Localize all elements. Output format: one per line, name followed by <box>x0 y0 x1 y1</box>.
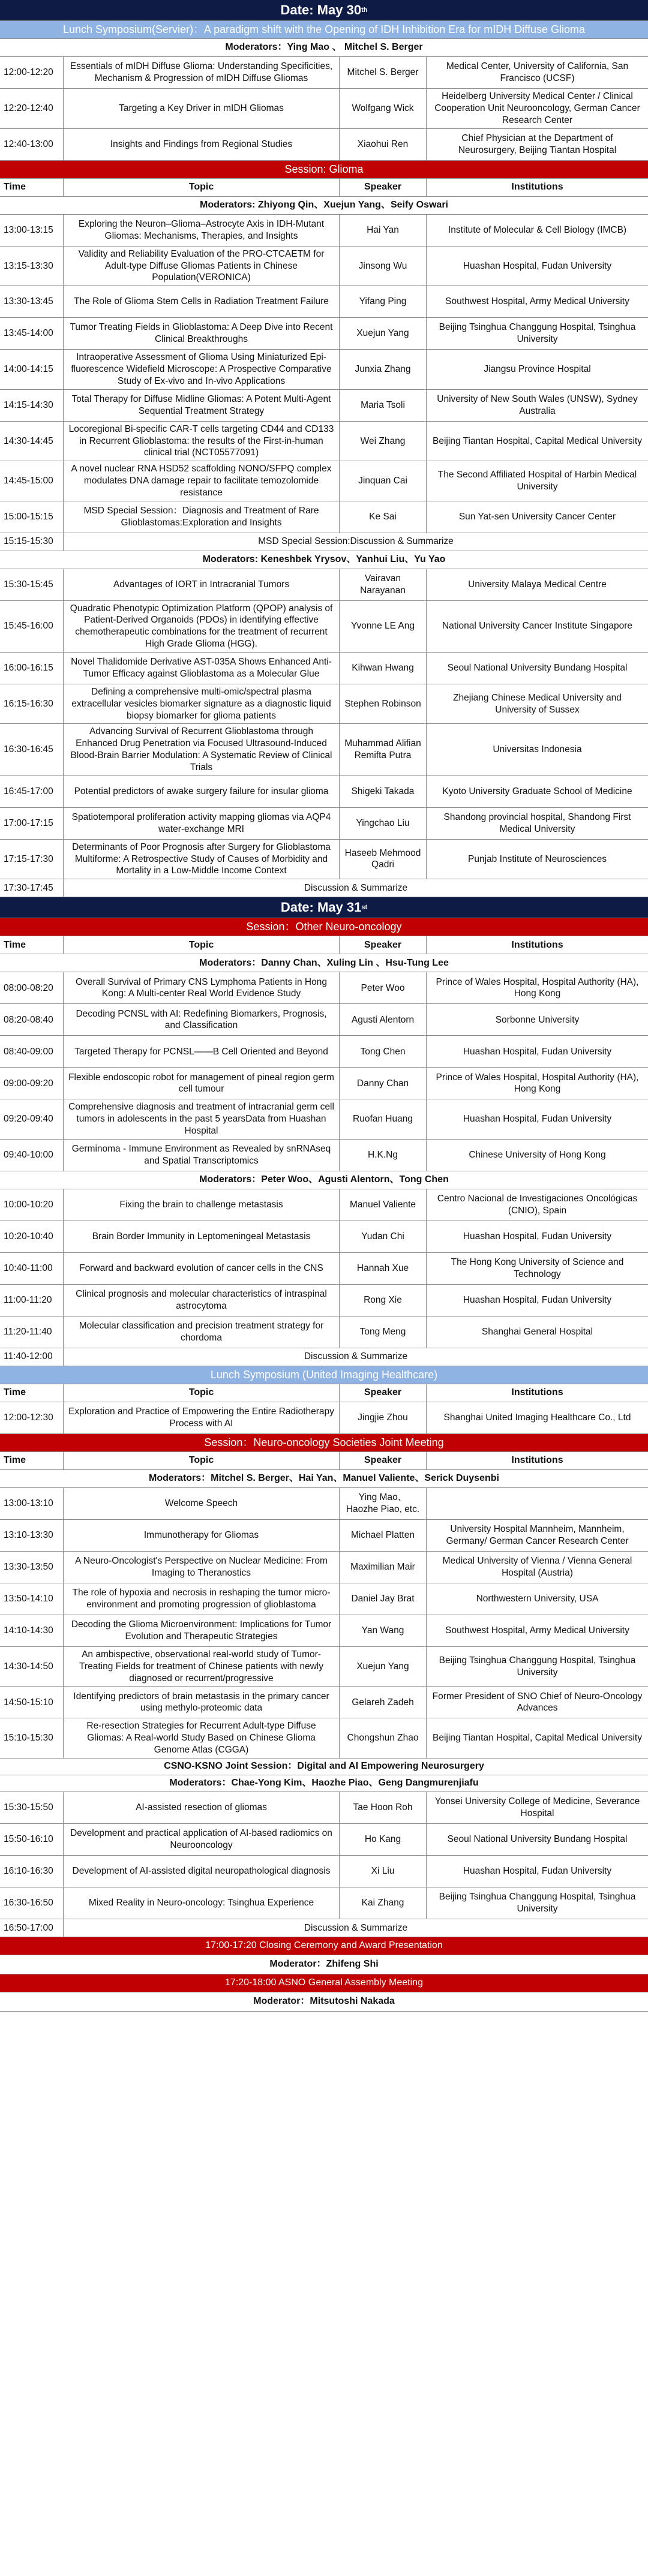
talk-time: 09:20-09:40 <box>4 1114 53 1125</box>
table-row <box>0 776 648 808</box>
moderators-row <box>0 39 648 57</box>
talk-institution: Universitas Indonesia <box>426 724 648 775</box>
talk-topic: Advantages of IORT in Intracranial Tumors <box>63 569 339 600</box>
talk-speaker: Manuel Valiente <box>339 1189 426 1221</box>
talk-topic: A novel nuclear RNA HSD52 scaffolding NONO/SFPQ complex modulates DNA damage repair to facilitate temozolomide resistance <box>63 461 339 500</box>
talk-institution: Huashan Hospital, Fudan University <box>426 247 648 285</box>
talk-institution: Beijing Tiantan Hospital, Capital Medical University <box>426 422 648 461</box>
talk-speaker: Haseeb Mehmood Qadri <box>339 840 426 879</box>
talk-time: 14:15-14:30 <box>4 399 53 410</box>
talk-topic: Overall Survival of Primary CNS Lymphoma Patients in Hong Kong: A Multi-center Real World Evidence Study <box>63 972 339 1003</box>
talk-topic: Development and practical application of AI-based radiomics on Neurooncology <box>63 1824 339 1855</box>
header-time: Time <box>4 939 26 950</box>
moderators: Moderators: Keneshbek Yrysov、Yanhui Liu、Yu Yao <box>202 554 446 564</box>
date-title <box>0 897 648 918</box>
talk-institution: Southwest Hospital, Army Medical University <box>426 1615 648 1646</box>
moderators: Moderators：Chae-Yong Kim、Haozhe Piao、Geng Dangmurenjiafu <box>169 1778 479 1789</box>
talk-institution: Former President of SNO Chief of Neuro-Oncology Advances <box>426 1687 648 1718</box>
talk-time: 16:10-16:30 <box>4 1866 53 1877</box>
column-header-row <box>0 1452 648 1470</box>
table-row <box>0 1189 648 1221</box>
table-row <box>0 1687 648 1718</box>
talk-topic: Development of AI-assisted digital neuropathological diagnosis <box>63 1856 339 1887</box>
discussion-row <box>0 879 648 897</box>
talk-time: 13:50-14:10 <box>4 1594 53 1604</box>
talk-topic: Determinants of Poor Prognosis after Surgery for Glioblastoma Multiforme: A Retrospective Study of Causes of Morbidity and Mortality in a Low-Middle Income Context <box>63 840 339 879</box>
talk-speaker: Maximilian Mair <box>339 1552 426 1583</box>
discussion-row <box>0 1919 648 1937</box>
table-row <box>0 1583 648 1615</box>
talk-speaker: Wolfgang Wick <box>339 89 426 128</box>
talk-institution: University Malaya Medical Centre <box>426 569 648 600</box>
talk-institution: Zhejiang Chinese Medical University and University of Sussex <box>426 684 648 723</box>
talk-speaker: Xiaohui Ren <box>339 129 426 160</box>
talk-speaker: Muhammad Alifian Remifta Putra <box>339 724 426 775</box>
talk-time: 14:50-15:10 <box>4 1697 53 1708</box>
table-row <box>0 1856 648 1887</box>
discussion-time: 16:50-17:00 <box>4 1922 53 1933</box>
talk-topic: Essentials of mIDH Diffuse Glioma: Understanding Specificities, Mechanism & Progression of mIDH Diffuse Gliomas <box>63 57 339 88</box>
talk-time: 15:45-16:00 <box>4 621 53 632</box>
session-title-bar <box>0 918 648 936</box>
table-row <box>0 684 648 724</box>
talk-speaker: Ke Sai <box>339 501 426 533</box>
discussion-label: Discussion & Summarize <box>63 1348 648 1366</box>
talk-speaker: Hannah Xue <box>339 1253 426 1284</box>
talk-speaker: Ying Mao、Haozhe Piao, etc. <box>339 1488 426 1519</box>
talk-topic: Locoregional Bi-specific CAR-T cells targeting CD44 and CD133 in Recurrent Glioblastoma: the results of the First-in-human clinical trial (NCT05577091) <box>63 422 339 461</box>
talk-time: 16:30-16:50 <box>4 1898 53 1908</box>
discussion-time: 15:15-15:30 <box>4 536 53 547</box>
table-row <box>0 247 648 286</box>
date-bar <box>0 897 648 918</box>
talk-institution: Institute of Molecular & Cell Biology (IMCB) <box>426 215 648 246</box>
table-row <box>0 1647 648 1687</box>
talk-speaker: Danny Chan <box>339 1068 426 1099</box>
table-row <box>0 808 648 840</box>
talk-institution: Huashan Hospital, Fudan University <box>426 1285 648 1316</box>
talk-topic: Validity and Reliability Evaluation of the PRO-CTCAETM for Adult-type Diffuse Gliomas Patients in Chinese Population(VERONICA) <box>63 247 339 285</box>
talk-speaker: Xuejun Yang <box>339 318 426 349</box>
header-time: Time <box>4 1455 26 1466</box>
talk-time: 10:20-10:40 <box>4 1231 53 1242</box>
talk-speaker: Junxia Zhang <box>339 350 426 389</box>
table-row <box>0 1615 648 1647</box>
header-time: Time <box>4 1387 26 1398</box>
talk-topic: Potential predictors of awake surgery failure for insular glioma <box>63 776 339 807</box>
talk-institution: Medical University of Vienna / Vienna General Hospital (Austria) <box>426 1552 648 1583</box>
table-row <box>0 215 648 247</box>
moderators: Moderators：Mitchel S. Berger、Hai Yan、Manuel Valiente、Serick Duysenbi <box>149 1473 499 1484</box>
table-row <box>0 1520 648 1552</box>
talk-time: 17:00-17:15 <box>4 817 53 828</box>
session-title: Session：Other Neuro-oncology <box>0 918 648 936</box>
table-row <box>0 1718 648 1758</box>
closing-moderator: Moderator：Mitsutoshi Nakada <box>253 1996 395 2007</box>
talk-time: 16:30-16:45 <box>4 744 53 755</box>
talk-time: 08:40-09:00 <box>4 1046 53 1057</box>
table-row <box>0 840 648 879</box>
talk-speaker: Jinquan Cai <box>339 461 426 500</box>
talk-speaker: Xuejun Yang <box>339 1647 426 1686</box>
talk-time: 12:20-12:40 <box>4 103 53 114</box>
talk-topic: Intraoperative Assessment of Glioma Using Miniaturized Epi-fluorescence Widefield Microscope: A Prospective Comparative Study of Ex-vivo and In-vivo Applications <box>63 350 339 389</box>
talk-time: 13:30-13:50 <box>4 1562 53 1573</box>
talk-topic: Forward and backward evolution of cancer cells in the CNS <box>63 1253 339 1284</box>
talk-time: 11:20-11:40 <box>4 1326 52 1337</box>
header-topic: Topic <box>63 1452 339 1469</box>
moderators: CSNO-KSNO Joint Session：Digital and AI Empowering Neurosurgery <box>164 1761 484 1772</box>
header-speaker: Speaker <box>339 1384 426 1402</box>
talk-time: 10:00-10:20 <box>4 1199 53 1210</box>
talk-topic: The Role of Glioma Stem Cells in Radiation Treatment Failure <box>63 286 339 317</box>
table-row <box>0 601 648 653</box>
talk-speaker: Yudan Chi <box>339 1221 426 1252</box>
date-bar <box>0 0 648 21</box>
talk-speaker: Ruofan Huang <box>339 1099 426 1138</box>
date-title <box>0 0 648 20</box>
talk-speaker: Ho Kang <box>339 1824 426 1855</box>
talk-time: 16:45-17:00 <box>4 786 53 796</box>
talk-institution: Southwest Hospital, Army Medical University <box>426 286 648 317</box>
date-suffix: th <box>361 7 368 14</box>
header-time: Time <box>4 181 26 192</box>
table-row <box>0 129 648 161</box>
session-title: Session: Glioma <box>0 161 648 178</box>
talk-speaker: Rong Xie <box>339 1285 426 1316</box>
talk-topic: Exploration and Practice of Empowering the Entire Radiotherapy Process with AI <box>63 1402 339 1433</box>
talk-time: 14:00-14:15 <box>4 364 53 375</box>
table-row <box>0 569 648 601</box>
column-header-row <box>0 1384 648 1402</box>
talk-topic: Defining a comprehensive multi-omic/spectral plasma extracellular vesicles biomarker signature as a diagnostic liquid biopsy biomarker for glioma patients <box>63 684 339 723</box>
talk-topic: Molecular classification and precision treatment strategy for chordoma <box>63 1316 339 1348</box>
talk-speaker: Vairavan Narayanan <box>339 569 426 600</box>
talk-time: 09:40-10:00 <box>4 1149 53 1160</box>
talk-institution: Prince of Wales Hospital, Hospital Authority (HA), Hong Kong <box>426 1068 648 1099</box>
date-text: Date: May 30 <box>280 2 362 17</box>
talk-topic: Mixed Reality in Neuro-oncology: Tsinghua Experience <box>63 1887 339 1919</box>
moderators-row <box>0 1775 648 1792</box>
talk-institution: Heidelberg University Medical Center / Clinical Cooperation Unit Neurooncology, German Cancer Research Center <box>426 89 648 128</box>
table-row <box>0 286 648 318</box>
talk-time: 13:15-13:30 <box>4 260 53 271</box>
talk-topic: Flexible endoscopic robot for management of pineal region germ cell tumour <box>63 1068 339 1099</box>
talk-speaker: Wei Zhang <box>339 422 426 461</box>
talk-institution: Huashan Hospital, Fudan University <box>426 1221 648 1252</box>
date-text: Date: May 31 <box>280 900 362 915</box>
talk-topic: Comprehensive diagnosis and treatment of intracranial germ cell tumors in adolescents in the past 5 yearsData from Huashan Hospital <box>63 1099 339 1138</box>
talk-time: 16:00-16:15 <box>4 663 53 674</box>
talk-institution: Shanghai United Imaging Healthcare Co., Ltd <box>426 1402 648 1433</box>
talk-time: 12:00-12:30 <box>4 1412 53 1423</box>
talk-speaker: Chongshun Zhao <box>339 1718 426 1757</box>
moderators: Moderators：Peter Woo、Agusti Alentorn、Tong Chen <box>199 1174 449 1185</box>
talk-institution: Seoul National University Bundang Hospital <box>426 653 648 684</box>
talk-institution: Huashan Hospital, Fudan University <box>426 1099 648 1138</box>
talk-speaker: Jinsong Wu <box>339 247 426 285</box>
talk-speaker: Tong Meng <box>339 1316 426 1348</box>
talk-time: 17:15-17:30 <box>4 853 53 864</box>
talk-speaker: Jingjie Zhou <box>339 1402 426 1433</box>
talk-speaker: Peter Woo <box>339 972 426 1003</box>
table-row <box>0 1887 648 1919</box>
talk-time: 13:00-13:10 <box>4 1498 53 1509</box>
table-row <box>0 1004 648 1036</box>
talk-institution: Sun Yat-sen University Cancer Center <box>426 501 648 533</box>
talk-topic: Insights and Findings from Regional Studies <box>63 129 339 160</box>
talk-institution: Beijing Tsinghua Changgung Hospital, Tsinghua University <box>426 1887 648 1919</box>
discussion-time: 11:40-12:00 <box>4 1351 53 1362</box>
talk-institution: Shandong provincial hospital, Shandong First Medical University <box>426 808 648 839</box>
talk-time: 16:15-16:30 <box>4 698 53 709</box>
talk-institution: Beijing Tsinghua Changgung Hospital, Tsinghua University <box>426 1647 648 1686</box>
talk-topic: Tumor Treating Fields in Glioblastoma: A Deep Dive into Recent Clinical Breakthroughs <box>63 318 339 349</box>
closing-moderator: Moderator：Zhifeng Shi <box>269 1959 379 1970</box>
closing-moderator-row <box>0 1955 648 1974</box>
session-title-bar <box>0 161 648 179</box>
talk-topic: Novel Thalidomide Derivative AST-035A Shows Enhanced Anti-Tumor Efficacy against Glioblastoma as a Molecular Glue <box>63 653 339 684</box>
talk-time: 15:30-15:45 <box>4 579 53 590</box>
talk-institution: Medical Center, University of California, San Francisco (UCSF) <box>426 57 648 88</box>
talk-topic: A Neuro-Oncologist's Perspective on Nuclear Medicine: From Imaging to Theranostics <box>63 1552 339 1583</box>
talk-institution: Huashan Hospital, Fudan University <box>426 1036 648 1067</box>
talk-time: 09:00-09:20 <box>4 1078 53 1089</box>
header-institutions: Institutions <box>426 936 648 954</box>
closing-title: 17:00-17:20 Closing Ceremony and Award Presentation <box>0 1937 648 1955</box>
table-row <box>0 318 648 350</box>
table-row <box>0 1221 648 1253</box>
talk-speaker: Yan Wang <box>339 1615 426 1646</box>
header-institutions: Institutions <box>426 1384 648 1402</box>
talk-institution: Jiangsu Province Hospital <box>426 350 648 389</box>
table-row <box>0 422 648 461</box>
talk-institution: National University Cancer Institute Singapore <box>426 601 648 652</box>
talk-speaker: Agusti Alentorn <box>339 1004 426 1035</box>
talk-institution: Huashan Hospital, Fudan University <box>426 1856 648 1887</box>
talk-time: 08:00-08:20 <box>4 982 53 993</box>
table-row <box>0 350 648 389</box>
talk-time: 15:50-16:10 <box>4 1834 53 1845</box>
table-row <box>0 972 648 1004</box>
talk-institution <box>426 1488 648 1519</box>
talk-time: 14:30-14:45 <box>4 435 53 446</box>
talk-speaker: Yifang Ping <box>339 286 426 317</box>
talk-topic: Advancing Survival of Recurrent Glioblastoma through Enhanced Drug Penetration via Focused Ultrasound-Induced Blood-Brain Barrier Modulation: A Systematic Review of Clinical Trials <box>63 724 339 775</box>
talk-topic: Germinoma - Immune Environment as Revealed by snRNAseq and Spatial Transcriptomics <box>63 1140 339 1171</box>
talk-institution: Kyoto University Graduate School of Medicine <box>426 776 648 807</box>
table-row <box>0 1285 648 1316</box>
table-row <box>0 653 648 684</box>
talk-speaker: Kai Zhang <box>339 1887 426 1919</box>
table-row <box>0 1253 648 1285</box>
moderators: Moderators：Danny Chan、Xuling Lin 、Hsu-Tung Lee <box>199 957 449 968</box>
talk-topic: Quadratic Phenotypic Optimization Platform (QPOP) analysis of Patient-Derived Organoids (PDOs) in identifying effective chemotherapeutic combinations for the treatment of recurrent High Grade Glioma (HGG). <box>63 601 339 652</box>
header-speaker: Speaker <box>339 1452 426 1469</box>
talk-time: 13:30-13:45 <box>4 296 53 307</box>
talk-institution: Beijing Tiantan Hospital, Capital Medical University <box>426 1718 648 1757</box>
talk-time: 13:10-13:30 <box>4 1530 53 1541</box>
talk-topic: Spatiotemporal proliferation activity mapping gliomas via AQP4 water-exchange MRI <box>63 808 339 839</box>
talk-institution: Chinese University of Hong Kong <box>426 1140 648 1171</box>
talk-topic: Re-resection Strategies for Recurrent Adult-type Diffuse Gliomas: A Real-world Study Based on Chinese Glioma Genome Atlas (CGGA) <box>63 1718 339 1757</box>
discussion-label: MSD Special Session:Discussion & Summarize <box>63 533 648 551</box>
talk-speaker: Mitchel S. Berger <box>339 57 426 88</box>
talk-institution: Sorbonne University <box>426 1004 648 1035</box>
talk-time: 15:10-15:30 <box>4 1733 53 1744</box>
talk-institution: The Second Affiliated Hospital of Harbin Medical University <box>426 461 648 500</box>
discussion-time: 17:30-17:45 <box>4 882 53 893</box>
talk-topic: Clinical prognosis and molecular characteristics of intraspinal astrocytoma <box>63 1285 339 1316</box>
table-row <box>0 501 648 533</box>
talk-time: 11:00-11:20 <box>4 1294 52 1305</box>
table-row <box>0 89 648 128</box>
talk-topic: An ambispective, observational real-world study of Tumor-Treating Fields for treatment of Chinese patients with newly diagnosed or recurrent/progressive <box>63 1647 339 1686</box>
talk-institution: Northwestern University, USA <box>426 1583 648 1615</box>
session-title-bar <box>0 1434 648 1452</box>
session-title: Lunch Symposium (United Imaging Healthcare) <box>0 1366 648 1384</box>
table-row <box>0 1552 648 1583</box>
talk-topic: Targeting a Key Driver in mIDH Gliomas <box>63 89 339 128</box>
header-speaker: Speaker <box>339 936 426 954</box>
discussion-label: Discussion & Summarize <box>63 1919 648 1937</box>
header-topic: Topic <box>63 1384 339 1402</box>
talk-speaker: H.K.Ng <box>339 1140 426 1171</box>
talk-institution: Punjab Institute of Neurosciences <box>426 840 648 879</box>
table-row <box>0 1036 648 1068</box>
session-title: Session：Neuro-oncology Societies Joint Meeting <box>0 1434 648 1451</box>
header-topic: Topic <box>63 179 339 196</box>
talk-topic: Welcome Speech <box>63 1488 339 1519</box>
talk-time: 15:30-15:50 <box>4 1802 53 1813</box>
table-row <box>0 1402 648 1434</box>
talk-speaker: Yingchao Liu <box>339 808 426 839</box>
talk-institution: Shanghai General Hospital <box>426 1316 648 1348</box>
table-row <box>0 57 648 89</box>
moderators-row <box>0 551 648 569</box>
talk-speaker: Shigeki Takada <box>339 776 426 807</box>
closing-moderator-row <box>0 1992 648 2012</box>
discussion-label: Discussion & Summarize <box>63 879 648 897</box>
talk-speaker: Tong Chen <box>339 1036 426 1067</box>
talk-institution: Chief Physician at the Department of Neurosurgery, Beijing Tiantan Hospital <box>426 129 648 160</box>
talk-speaker: Yvonne LE Ang <box>339 601 426 652</box>
moderators-row <box>0 197 648 215</box>
table-row <box>0 1488 648 1520</box>
table-row <box>0 1824 648 1856</box>
session-title-bar <box>0 1366 648 1384</box>
session-title: Lunch Symposium(Servier)：A paradigm shift with the Opening of IDH Inhibition Era for mIDH Diffuse Glioma <box>0 21 648 38</box>
closing-title-bar <box>0 1974 648 1992</box>
talk-topic: AI-assisted resection of gliomas <box>63 1792 339 1823</box>
header-institutions: Institutions <box>426 1452 648 1469</box>
talk-time: 14:45-15:00 <box>4 475 53 486</box>
talk-speaker: Gelareh Zadeh <box>339 1687 426 1718</box>
talk-speaker: Kihwan Hwang <box>339 653 426 684</box>
table-row <box>0 724 648 775</box>
moderators-row <box>0 1759 648 1775</box>
talk-time: 14:10-14:30 <box>4 1625 53 1636</box>
session-title-bar <box>0 21 648 39</box>
talk-time: 13:45-14:00 <box>4 328 53 339</box>
talk-time: 10:40-11:00 <box>4 1263 53 1273</box>
talk-institution: Yonsei University College of Medicine, Severance Hospital <box>426 1792 648 1823</box>
talk-topic: MSD Special Session：Diagnosis and Treatment of Rare Glioblastomas:Exploration and Insights <box>63 501 339 533</box>
column-header-row <box>0 179 648 197</box>
header-institutions: Institutions <box>426 179 648 196</box>
talk-speaker: Maria Tsoli <box>339 390 426 421</box>
talk-time: 08:20-08:40 <box>4 1014 53 1025</box>
talk-speaker: Xi Liu <box>339 1856 426 1887</box>
closing-title-bar <box>0 1937 648 1955</box>
talk-time: 14:30-14:50 <box>4 1661 53 1672</box>
talk-speaker: Stephen Robinson <box>339 684 426 723</box>
talk-topic: Brain Border Immunity in Leptomeningeal Metastasis <box>63 1221 339 1252</box>
talk-time: 13:00-13:15 <box>4 224 53 235</box>
talk-topic: Identifying predictors of brain metastasis in the primary cancer using methylo-proteomic data <box>63 1687 339 1718</box>
talk-institution: University of New South Wales (UNSW), Sydney Australia <box>426 390 648 421</box>
talk-topic: Total Therapy for Diffuse Midline Gliomas: A Potent Multi-Agent Sequential Treatment Strategy <box>63 390 339 421</box>
talk-speaker: Michael Platten <box>339 1520 426 1551</box>
table-row <box>0 1140 648 1171</box>
talk-institution: University Hospital Mannheim, Mannheim, Germany/ German Cancer Research Center <box>426 1520 648 1551</box>
talk-speaker: Daniel Jay Brat <box>339 1583 426 1615</box>
discussion-row <box>0 1348 648 1366</box>
talk-time: 12:00-12:20 <box>4 67 53 78</box>
talk-topic: Fixing the brain to challenge metastasis <box>63 1189 339 1221</box>
column-header-row <box>0 936 648 954</box>
header-speaker: Speaker <box>339 179 426 196</box>
moderators: Moderators：Ying Mao 、 Mitchel S. Berger <box>225 42 423 53</box>
table-row <box>0 390 648 422</box>
moderators: Moderators: Zhiyong Qin、Xuejun Yang、Seify Oswari <box>200 199 448 210</box>
talk-time: 15:00-15:15 <box>4 511 53 522</box>
talk-speaker: Tae Hoon Roh <box>339 1792 426 1823</box>
talk-institution: Beijing Tsinghua Changgung Hospital, Tsinghua University <box>426 318 648 349</box>
table-row <box>0 1099 648 1139</box>
table-row <box>0 1792 648 1824</box>
moderators-row <box>0 1171 648 1189</box>
talk-institution: Prince of Wales Hospital, Hospital Authority (HA), Hong Kong <box>426 972 648 1003</box>
talk-time: 12:40-13:00 <box>4 139 53 149</box>
talk-topic: Decoding the Glioma Microenvironment: Implications for Tumor Evolution and Therapeutic Strategies <box>63 1615 339 1646</box>
header-topic: Topic <box>63 936 339 954</box>
discussion-row <box>0 533 648 551</box>
closing-title: 17:20-18:00 ASNO General Assembly Meeting <box>0 1974 648 1992</box>
moderators-row <box>0 1470 648 1488</box>
talk-topic: Decoding PCNSL with AI: Redefining Biomarkers, Prognosis, and Classification <box>63 1004 339 1035</box>
talk-institution: Centro Nacional de Investigaciones Oncológicas (CNIO), Spain <box>426 1189 648 1221</box>
talk-topic: Exploring the Neuron–Glioma–Astrocyte Axis in IDH-Mutant Gliomas: Mechanisms, Therapies, and Insights <box>63 215 339 246</box>
talk-institution: The Hong Kong University of Science and Technology <box>426 1253 648 1284</box>
talk-topic: Immunotherapy for Gliomas <box>63 1520 339 1551</box>
table-row <box>0 1068 648 1099</box>
table-row <box>0 1316 648 1348</box>
table-row <box>0 461 648 501</box>
talk-topic: Targeted Therapy for PCNSL——B Cell Oriented and Beyond <box>63 1036 339 1067</box>
talk-institution: Seoul National University Bundang Hospital <box>426 1824 648 1855</box>
talk-speaker: Hai Yan <box>339 215 426 246</box>
date-suffix: st <box>361 904 368 912</box>
moderators-row <box>0 954 648 972</box>
talk-topic: The role of hypoxia and necrosis in reshaping the tumor micro-environment and promoting progression of glioblastoma <box>63 1583 339 1615</box>
